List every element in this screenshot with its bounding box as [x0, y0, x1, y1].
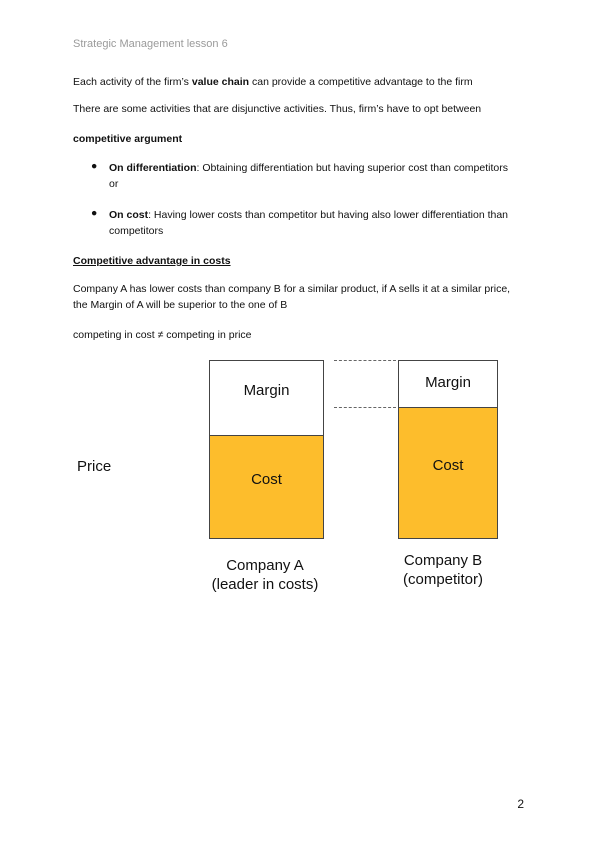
price-label: Price: [77, 458, 112, 475]
dashed-line-top: [334, 360, 396, 361]
paragraph-disjunctive: There are some activities that are disjunctive activities. Thus, firm’s have to opt between: [73, 103, 482, 115]
page-header: Strategic Management lesson 6: [73, 38, 228, 50]
dashed-line-bottom: [334, 407, 396, 408]
bullet-differentiation: On differentiation: Obtaining differentiation but having superior cost than competitors or: [109, 162, 508, 190]
paragraph-cost-vs-price: competing in cost ≠ competing in price: [73, 329, 252, 341]
paragraph-competitive-argument: competitive argument: [73, 133, 183, 145]
company-a-margin-label: Margin: [243, 382, 290, 399]
company-b-margin-label: Margin: [425, 374, 471, 391]
paragraph-company-comparison: Company A has lower costs than company B for a similar product, if A sells it at a similar price, the Margin of A will be superior to the one of B: [73, 283, 511, 311]
company-b-caption: Company B (competitor): [402, 552, 484, 588]
bullet-marker: ●: [91, 207, 98, 219]
paragraph-value-chain: Each activity of the firm’s value chain can provide a competitive advantage to the firm: [73, 76, 473, 88]
value-chain-term: value chain: [191, 76, 250, 88]
section-title: Competitive advantage in costs: [73, 255, 231, 267]
company-b-cost-label: Cost: [432, 457, 464, 474]
company-a-caption: Company A (leader in costs): [211, 557, 319, 593]
company-a-cost-label: Cost: [251, 471, 282, 488]
bullet-marker: ●: [91, 160, 98, 172]
bullet-cost: On cost: Having lower costs than competitor but having also lower differentiation than competitors: [109, 209, 509, 237]
page-number: 2: [517, 797, 524, 811]
